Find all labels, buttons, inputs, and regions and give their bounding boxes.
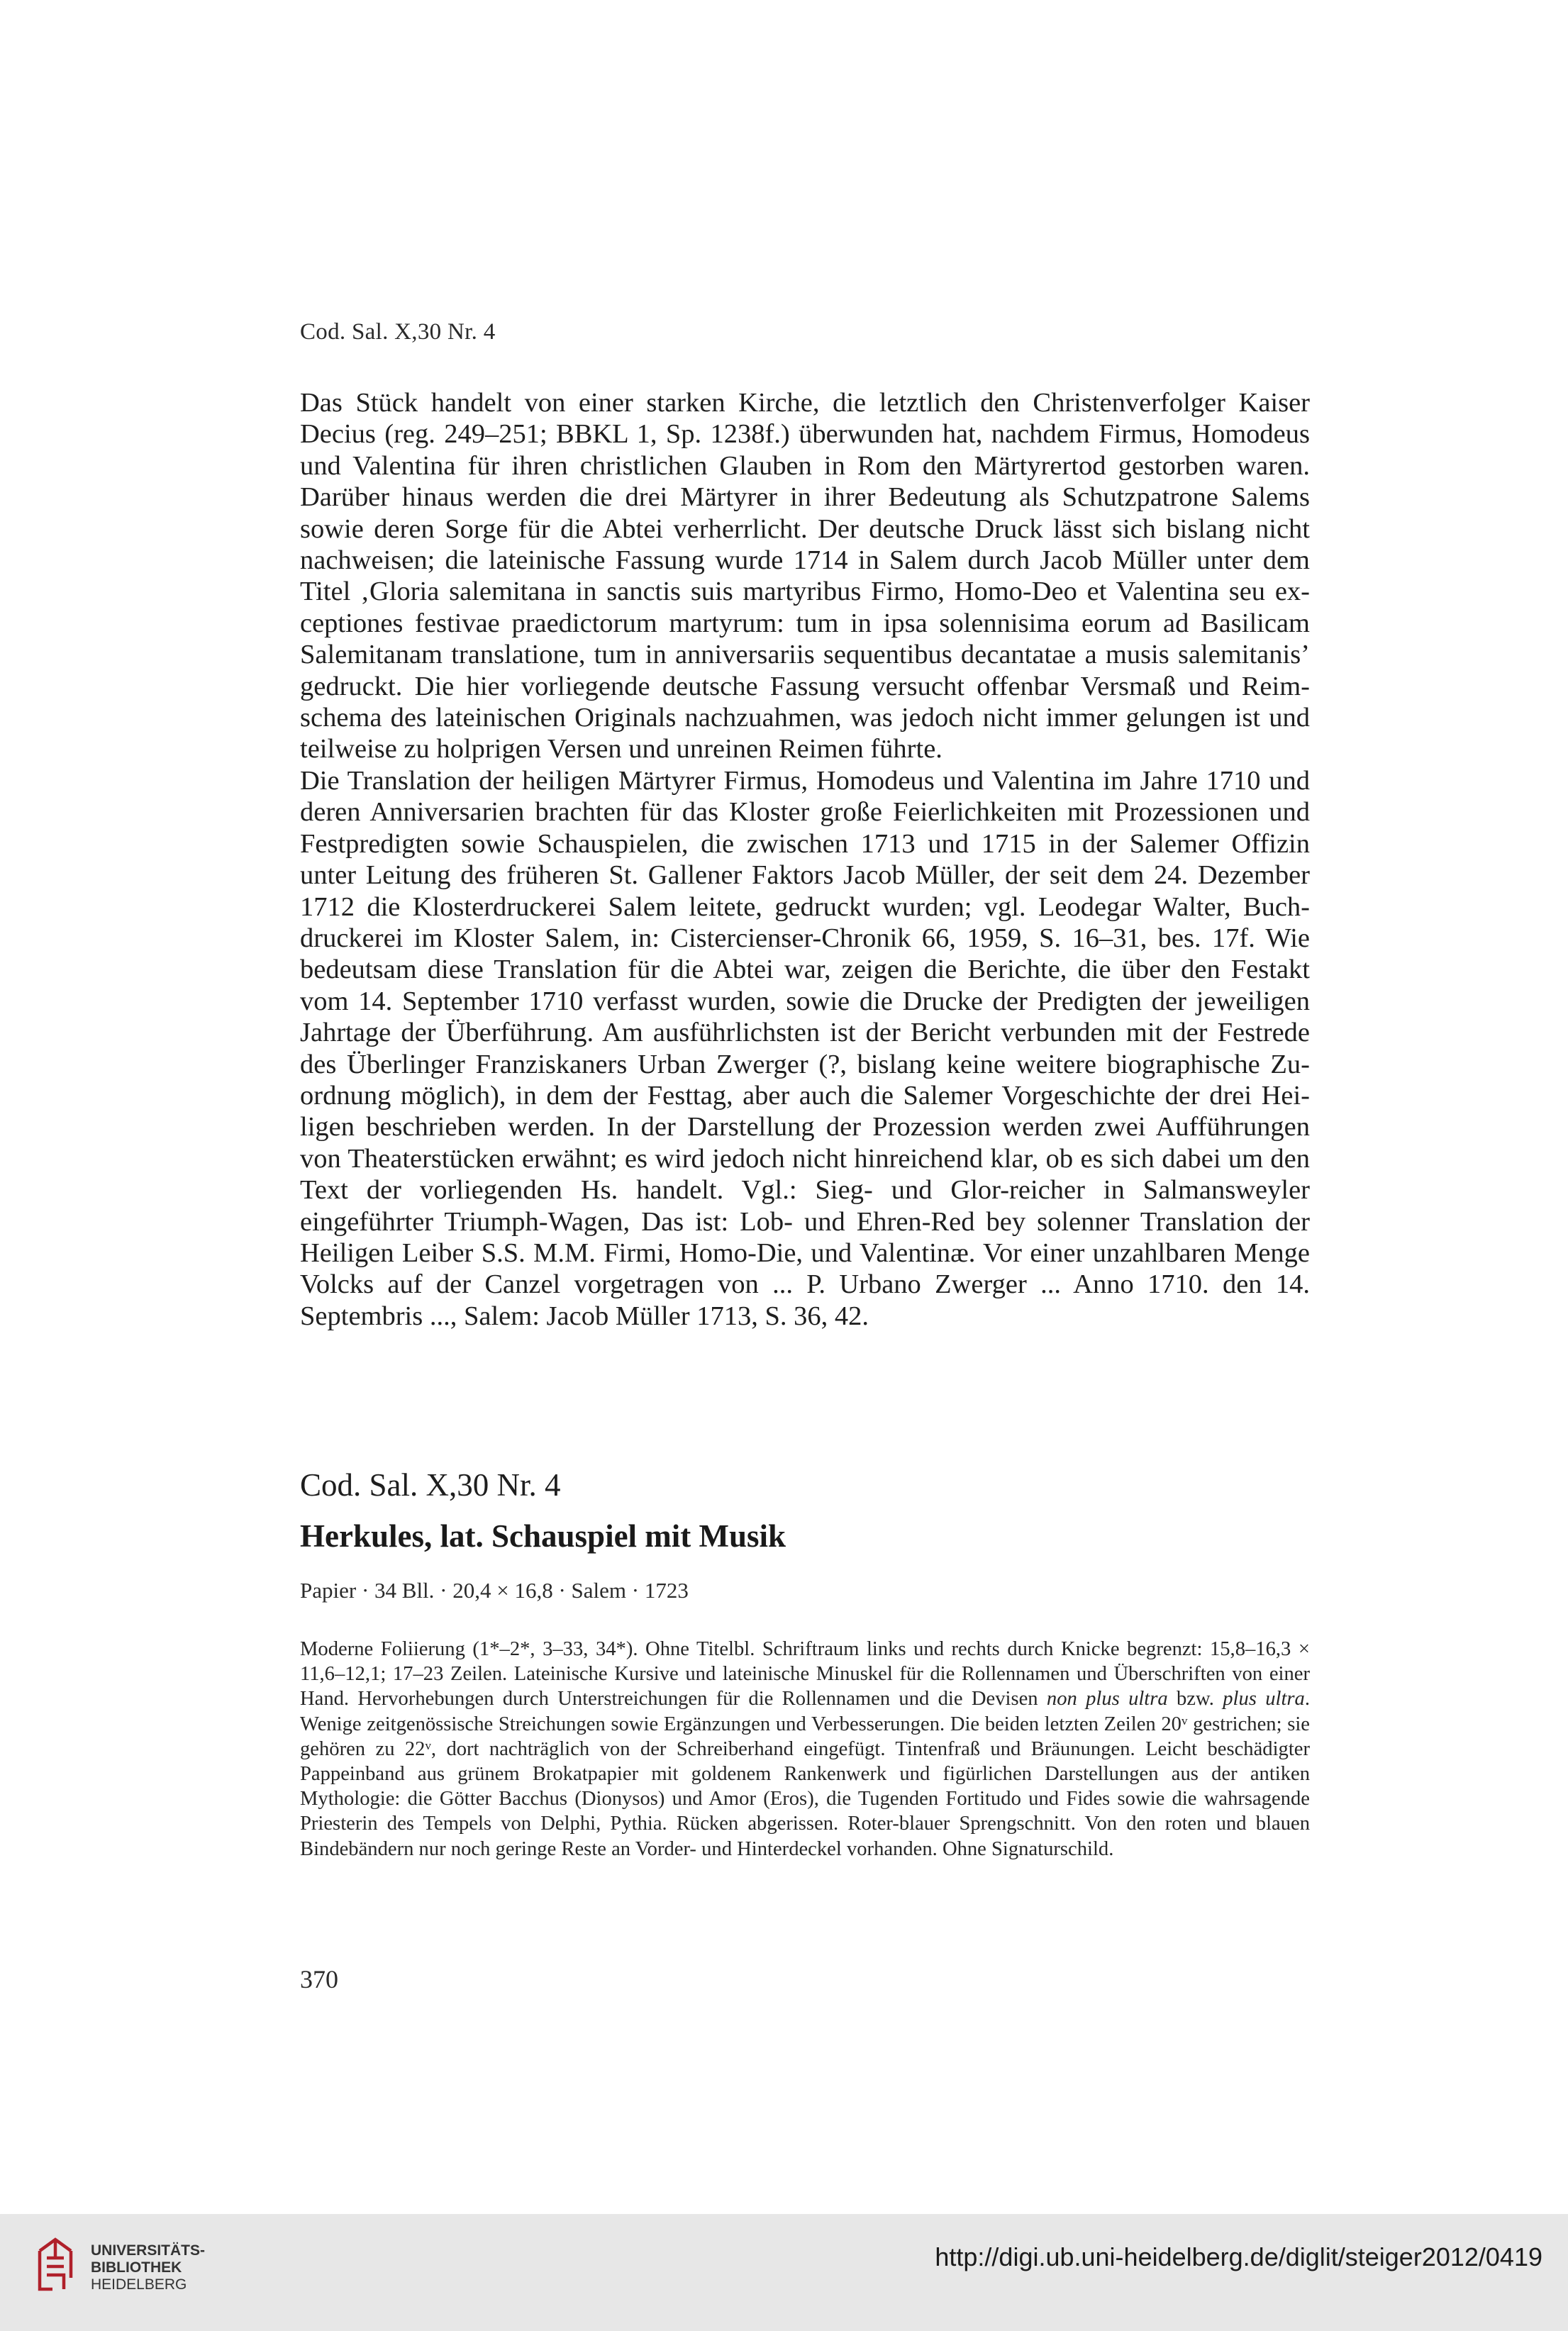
library-logo-icon[interactable] xyxy=(37,2237,74,2292)
library-name[interactable] xyxy=(91,2242,205,2293)
running-head: Cod. Sal. X,30 Nr. 4 xyxy=(300,319,496,345)
body-paragraph-2: Die Translation der heiligen Märtyrer Firmus, Homodeus und Valentina im Jahre 1710 und deren Anniversarien brachten für das Kloster große Feierlichkeiten mit Prozessionen und Festpredigten sowie Schauspielen, die zwischen 1713 und 1715 in der Salemer Offizin unter Leitung des früheren St. Gallener Faktors Jacob Müller, der seit dem 24. Dezember 1712 die Klosterdruckerei Salem leitete, gedruckt wurden; vgl. Leodegar Walter, Buchdruckerei im Kloster Salem, in: Cistercienser-Chronik 66, 1959, S. 16–31, bes. 17f. Wie bedeutsam diese Translation für die Abtei war, zeigen die Berichte, die über den Festakt vom 14. September 1710 verfasst wurden, sowie die Drucke der Predigten der jeweiligen Jahrtage der Überführung. Am ausführlichsten ist der Bericht verbunden mit der Festrede des Überlinger Franziskaners Urban Zwerger (?, bislang keine weitere biographische Zuordnung möglich), in dem der Festtag, aber auch die Salemer Vorgeschichte der drei Heiligen beschrieben werden. In der Darstellung der Prozession werden zwei Aufführungen von Theaterstücken erwähnt; es wird jedoch nicht hinreichend klar, ob es sich dabei um den Text der vorliegenden Hs. handelt. Vgl.: Sieg- und Glor-reicher in Salmansweyler eingeführter Triumph-Wagen, Das ist: Lob- und Ehren-Red bey solenner Translation der Heiligen Leiber S.S. M.M. Firmi, Homo-Die, und Valentinæ. Vor einer unzahlbaren Menge Volcks auf der Canzel vorgetragen von ... P. Urbano Zwerger ... Anno 1710. den 14. Septembris ..., Salem: Jacob Müller 1713, S. 36, 42. xyxy=(300,765,1310,1331)
entry-meta: Papier · 34 Bll. · 20,4 × 16,8 · Salem · 1723 xyxy=(300,1578,689,1603)
description-paragraph xyxy=(300,1637,1310,1862)
library-name-line-2: BIBLIOTHEK xyxy=(91,2259,182,2276)
entry-title: Herkules, lat. Schauspiel mit Musik xyxy=(300,1518,786,1554)
entry-signature: Cod. Sal. X,30 Nr. 4 xyxy=(300,1467,561,1503)
page-number: 370 xyxy=(300,1965,338,1993)
description-italic-1: non plus ultra xyxy=(1046,1688,1168,1710)
description-text-3: . Wenige zeitgenössische Streichungen sowie Ergänzungen und Verbesserungen. Die beiden letzten Zeilen 20ᵛ gestrichen; sie gehören zu 22ᵛ, dort nachträglich von der Schreiberhand eingefügt. Tintenfraß und Bräunungen. Leicht beschädigter Pappeinband aus grünem Brokatpapier mit goldenem Rankenwerk und figürlichen Darstellungen aus der antiken Mythologie: die Götter Bacchus (Dionysos) und Amor (Eros), die Tugenden Fortitudo und Fides sowie die wahrsagende Priesterin des Tempels von Delphi, Pythia. Rücken abgerissen. Roter-blauer Sprengschnitt. Von den roten und blauen Bindebändern nur noch geringe Reste an Vorder- und Hinterdeckel vorhanden. Ohne Signaturschild. xyxy=(300,1688,1310,1860)
description-text-1: Moderne Foliierung (1*–2*, 3–33, 34*). Ohne Titelbl. Schriftraum links und rechts durch Knicke begrenzt: 15,8–16,3 × 11,6–12,1; 17–23 Zeilen. Lateinische Kursive und lateinische Minuskel für die Rollennamen und Überschriften von einer Hand. Hervorhebungen durch Unterstreichungen für die Rollennamen und die Devisen xyxy=(300,1638,1310,1710)
body-text xyxy=(300,387,1310,1332)
description-text-2: bzw. xyxy=(1177,1688,1214,1710)
library-name-line-3: HEIDELBERG xyxy=(91,2276,187,2293)
description-italic-2: plus ultra xyxy=(1223,1688,1305,1710)
body-paragraph-1: Das Stück handelt von einer starken Kirche, die letztlich den Christenverfolger Kaiser Decius (reg. 249–251; BBKL 1, Sp. 1238f.) überwunden hat, nachdem Firmus, Homodeus und Valentina für ihren christlichen Glauben in Rom den Märtyrertod gestorben waren. Darüber hinaus werden die drei Märtyrer in ihrer Bedeutung als Schutzpatrone Salems sowie deren Sorge für die Abtei verherrlicht. Der deutsche Druck lässt sich bislang nicht nachweisen; die lateinische Fassung wurde 1714 in Salem durch Jacob Müller unter dem Titel ‚Gloria salemitana in sanctis suis martyribus Firmo, Homo-Deo et Valentina seu exceptiones festivae praedictorum martyrum: tum in ipsa solennisima eorum ad Basilicam Salemitanam translatione, tum in anniversariis sequentibus decantatae a musis salemitanis’ gedruckt. Die hier vorliegende deutsche Fassung versucht offenbar Versmaß und Reimschema des lateinischen Originals nachzuahmen, was jedoch nicht immer gelungen ist und teilweise zu holprigen Versen und unreinen Reimen führte. xyxy=(300,388,1310,764)
source-url-link[interactable]: http://digi.ub.uni-heidelberg.de/diglit/steiger2012/0419 xyxy=(935,2242,1542,2271)
footer-bar xyxy=(0,2214,1568,2331)
library-name-line-1: UNIVERSITÄTS- xyxy=(91,2242,206,2259)
entry-description xyxy=(300,1637,1310,1862)
